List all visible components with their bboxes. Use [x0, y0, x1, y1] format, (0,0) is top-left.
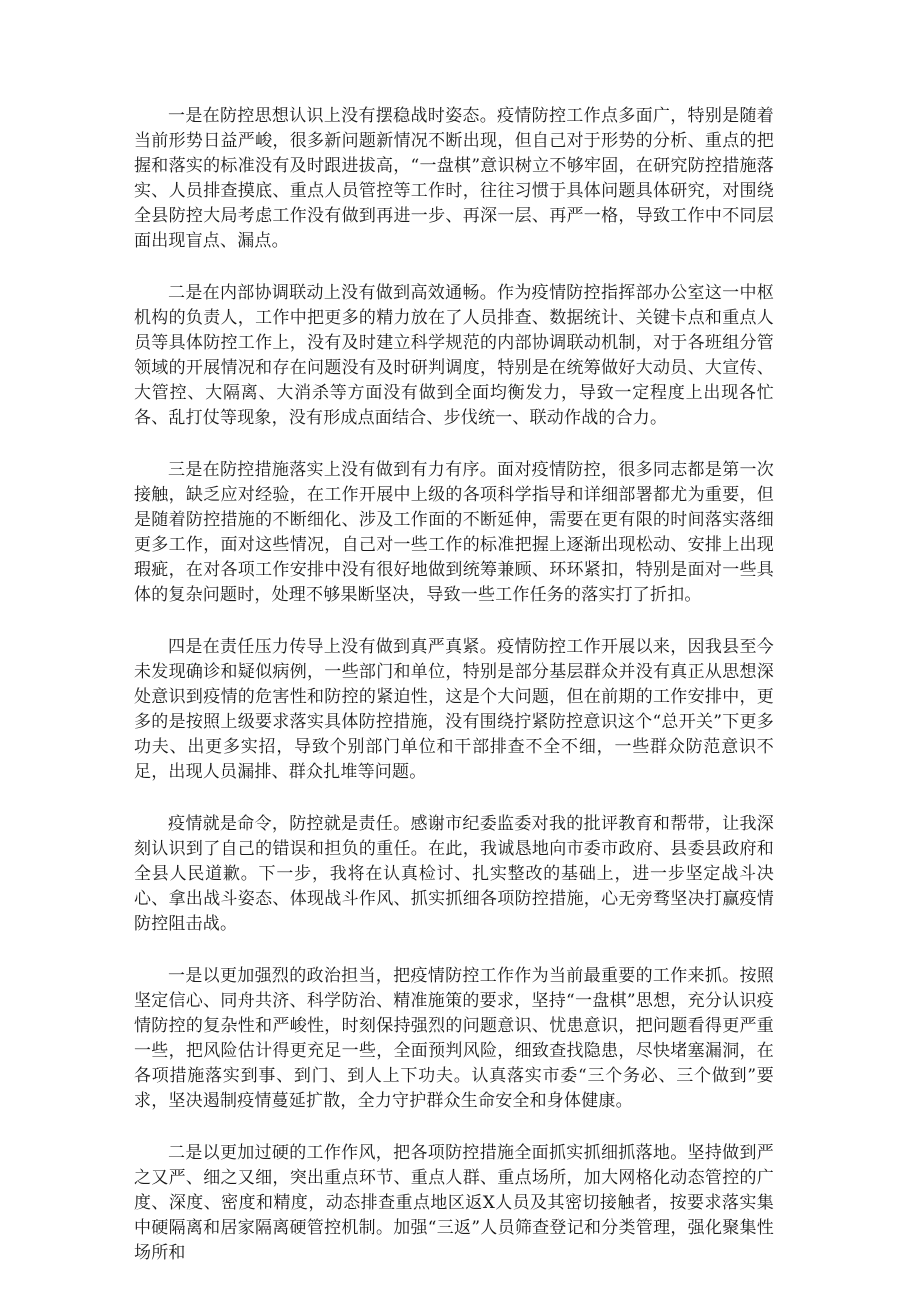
document-body	[134, 104, 774, 1293]
paragraph: 疫情就是命令，防控就是责任。感谢市纪委监委对我的批评教育和帮带，让我深刻认识到了自己的错误和担负的重任。在此，我诚恳地向市委市政府、县委县政府和全县人民道歉。下一步，我将在认真检讨、扎实整改的基础上，进一步坚定战斗决心、拿出战斗姿态、体现战斗作风、抓实抓细各项防控措施，心无旁骛坚决打赢疫情防控阻击战。	[134, 814, 774, 934]
paragraph: 三是在防控措施落实上没有做到有力有序。面对疫情防控，很多同志都是第一次接触，缺乏应对经验，在工作开展中上级的各项科学指导和详细部署都尤为重要，但是随着防控措施的不断细化、涉及工作面的不断延伸，需要在更有限的时间落实落细更多工作，面对这些情况，自己对一些工作的标准把握上逐渐出现松动、安排上出现瑕疵，在对各项工作安排中没有很好地做到统筹兼顾、环环紧扣，特别是面对一些具体的复杂问题时，处理不够果断坚决，导致一些工作任务的落实打了折扣。	[134, 460, 774, 605]
paragraph: 二是在内部协调联动上没有做到高效通畅。作为疫情防控指挥部办公室这一中枢机构的负责人，工作中把更多的精力放在了人员排查、数据统计、关键卡点和重点人员等具体防控工作上，没有及时建立科学规范的内部协调联动机制，对于各班组分管领域的开展情况和存在问题没有及时研判调度，特别是在统筹做好大动员、大宣传、大管控、大隔离、大消杀等方面没有做到全面均衡发力，导致一定程度上出现各忙各、乱打仗等现象，没有形成点面结合、步伐统一、联动作战的合力。	[134, 283, 774, 428]
paragraph: 一是在防控思想认识上没有摆稳战时姿态。疫情防控工作点多面广，特别是随着当前形势日益严峻，很多新问题新情况不断出现，但自己对于形势的分析、重点的把握和落实的标准没有及时跟进拔高，“一盘棋”意识树立不够牢固，在研究防控措施落实、人员排查摸底、重点人员管控等工作时，往往习惯于具体问题具体研究，对围绕全县防控大局考虑工作没有做到再进一步、再深一层、再严一格，导致工作中不同层面出现盲点、漏点。	[134, 106, 774, 251]
paragraph: 一是以更加强烈的政治担当，把疫情防控工作作为当前最重要的工作来抓。按照坚定信心、同舟共济、科学防治、精准施策的要求，坚持“一盘棋”思想，充分认识疫情防控的复杂性和严峻性，时刻保持强烈的问题意识、忧患意识，把问题看得更严重一些，把风险估计得更充足一些，全面预判风险，细致查找隐患，尽快堵塞漏洞，在各项措施落实到事、到门、到人上下功夫。认真落实市委“三个务必、三个做到”要求，坚决遏制疫情蔓延扩散，全力守护群众生命安全和身体健康。	[134, 966, 774, 1111]
paragraph: 二是以更加过硬的工作作风，把各项防控措施全面抓实抓细抓落地。坚持做到严之又严、细之又细，突出重点环节、重点人群、重点场所，加大网格化动态管控的广度、深度、密度和精度，动态排查重点地区返X人员及其密切接触者，按要求落实集中硬隔离和居家隔离硬管控机制。加强“三返”人员筛查登记和分类管理，强化聚集性场所和	[134, 1143, 774, 1263]
paragraph: 四是在责任压力传导上没有做到真严真紧。疫情防控工作开展以来，因我县至今未发现确诊和疑似病例，一些部门和单位，特别是部分基层群众并没有真正从思想深处意识到疫情的危害性和防控的紧迫性，这是个大问题，但在前期的工作安排中，更多的是按照上级要求落实具体防控措施，没有围绕拧紧防控意识这个“总开关”下更多功夫、出更多实招，导致个别部门单位和干部排查不全不细，一些群众防范意识不足，出现人员漏排、群众扎堆等问题。	[134, 637, 774, 782]
